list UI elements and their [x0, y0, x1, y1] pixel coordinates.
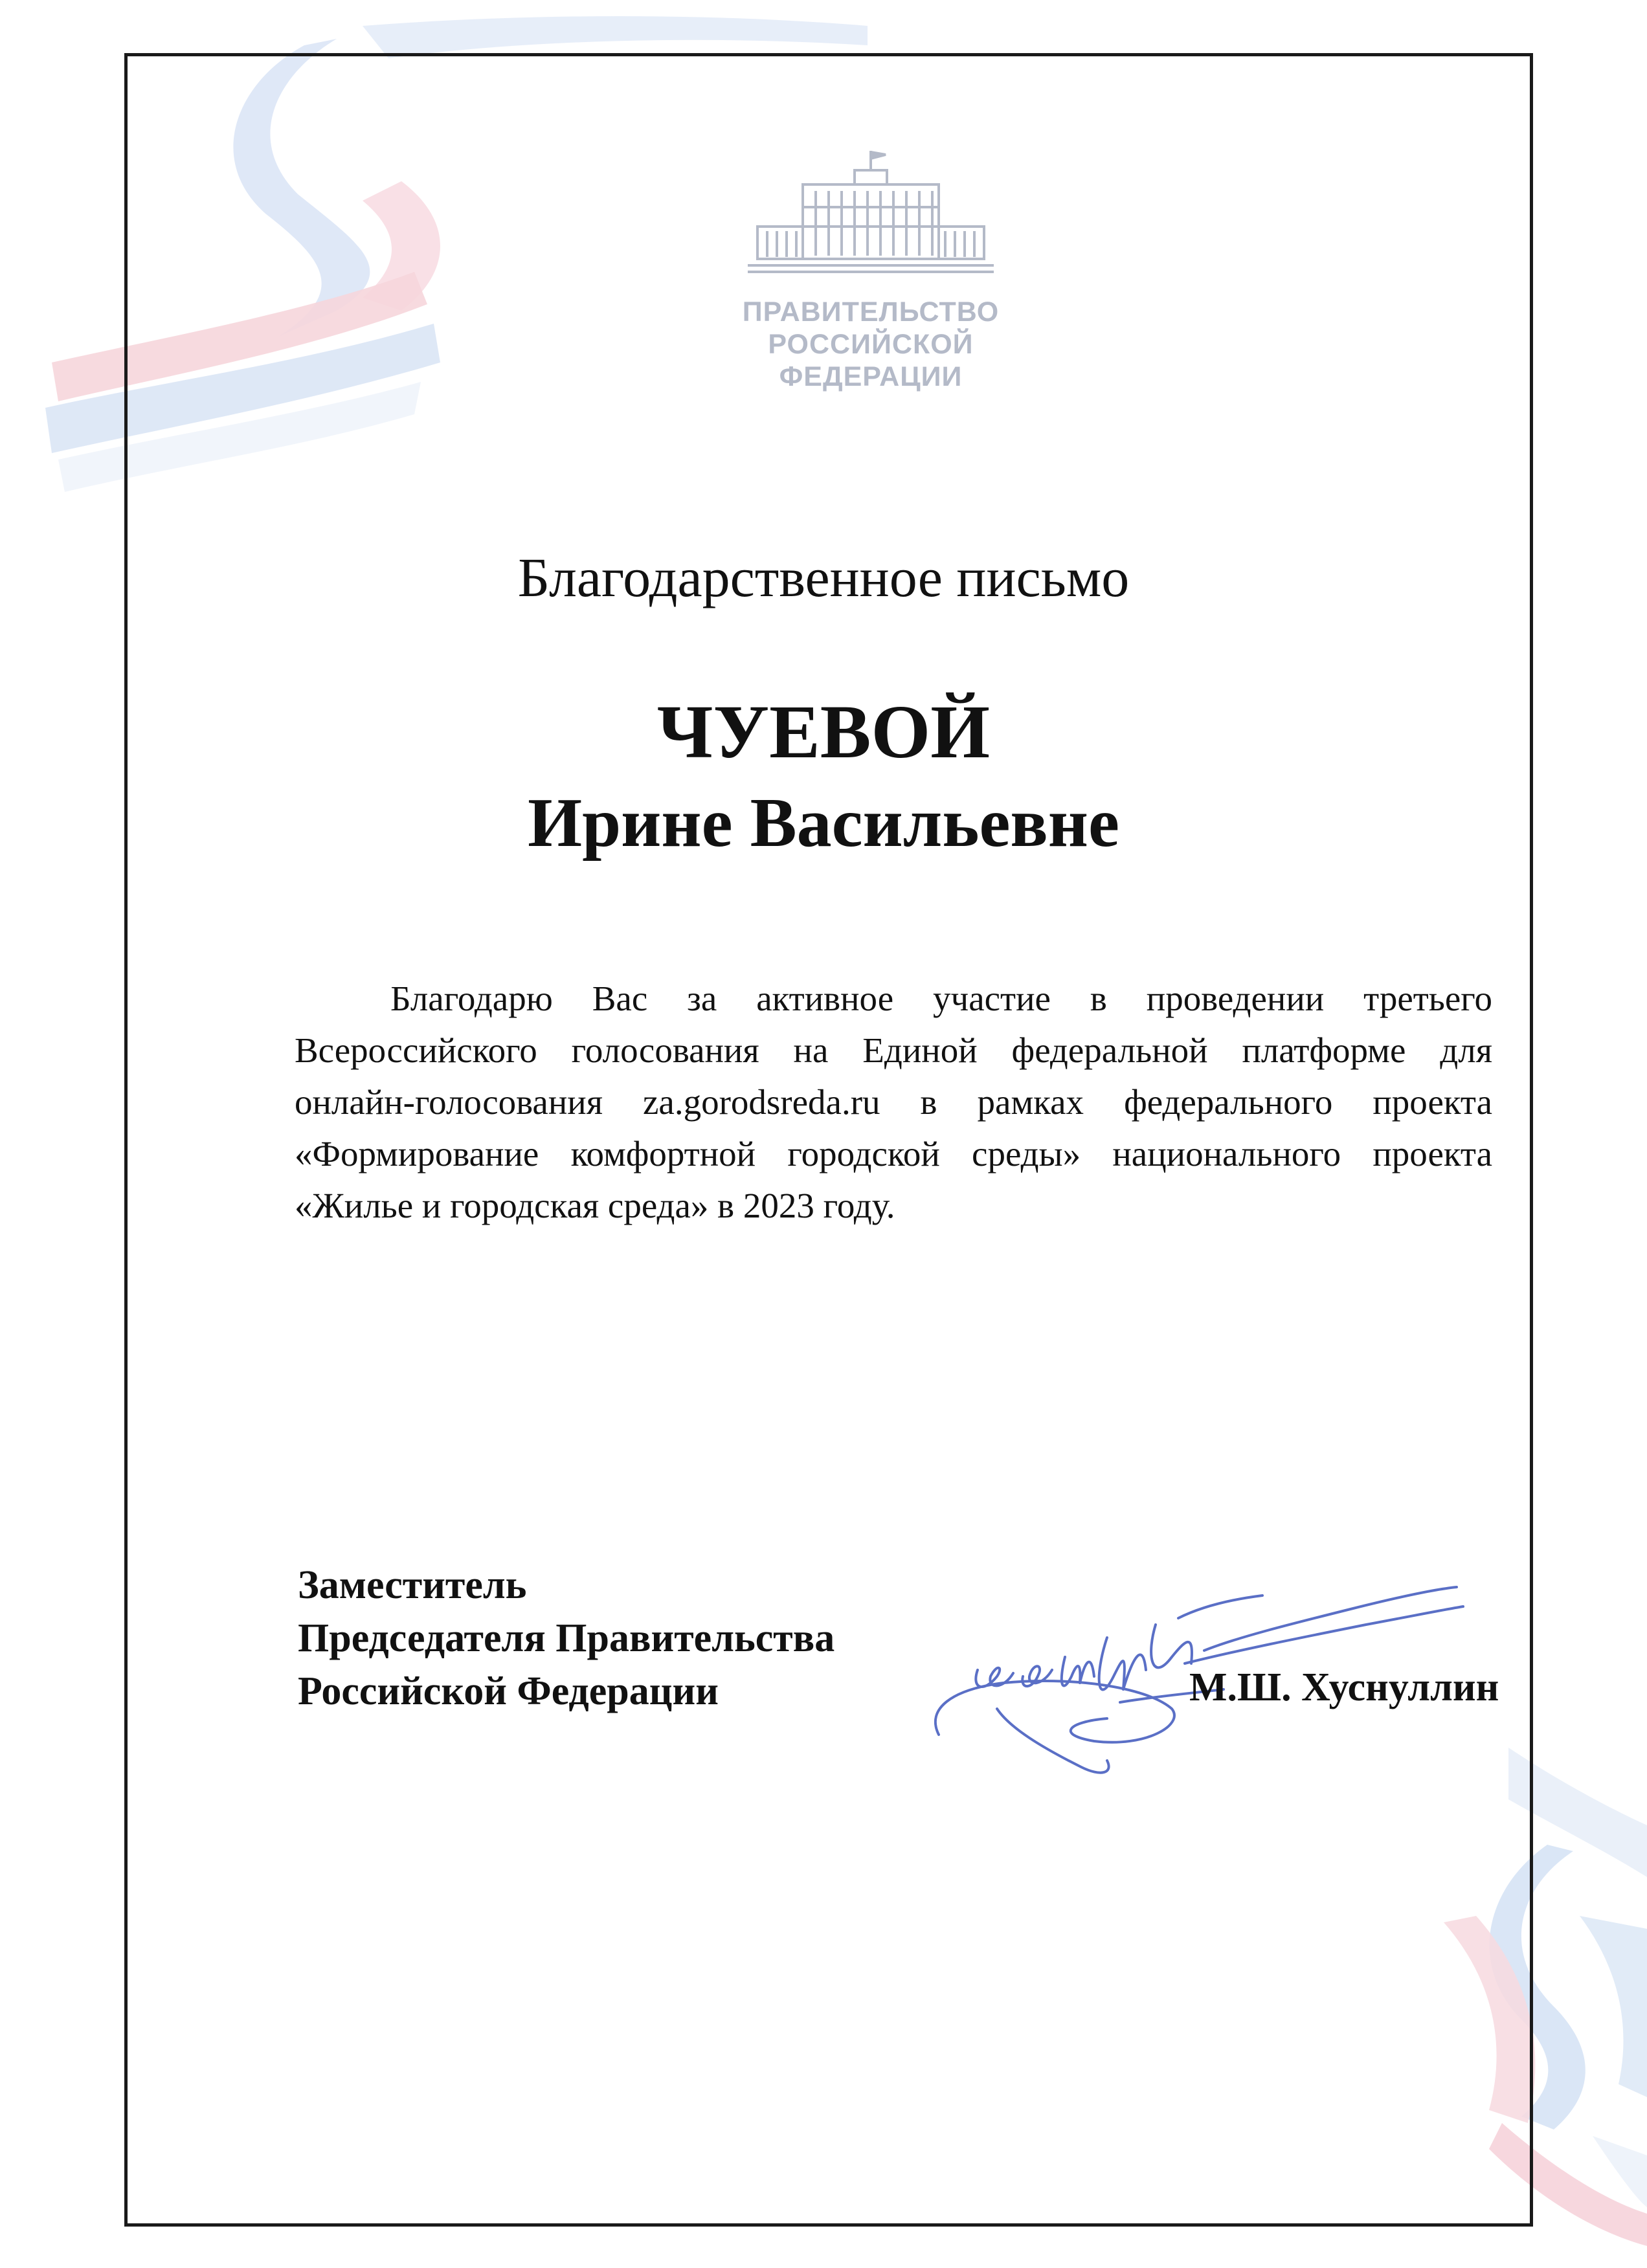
- body-line: «Жилье и городская среда» в 2023 году.: [295, 1186, 895, 1225]
- body-line: Всероссийского голосования на Единой федеральной платформе для: [295, 1030, 1492, 1070]
- signer-name: М.Ш. Хуснуллин: [1189, 1665, 1499, 1709]
- recipient-surname: ЧУЕВОЙ: [656, 689, 991, 774]
- government-building-icon: [745, 146, 997, 282]
- body-line: «Формирование комфортной городской среды» национального проекта: [295, 1134, 1492, 1173]
- emblem-line-2: РОССИЙСКОЙ: [768, 329, 974, 360]
- letter-title: Благодарственное письмо: [517, 546, 1130, 608]
- body-line: онлайн-голосования za.gorodsreda.ru в рамках федерального проекта: [295, 1082, 1492, 1122]
- position-line-1: Заместитель: [298, 1563, 527, 1607]
- position-line-2: Председателя Правительства: [298, 1616, 835, 1660]
- position-line-3: Российской Федерации: [298, 1669, 719, 1713]
- recipient-name: Ирине Васильевне: [528, 784, 1119, 862]
- emblem-line-3: ФЕДЕРАЦИИ: [779, 361, 963, 392]
- government-emblem: [712, 146, 1029, 417]
- body-line: Благодарю Вас за активное участие в проведении третьего: [390, 979, 1492, 1018]
- emblem-line-1: ПРАВИТЕЛЬСТВО: [742, 296, 1000, 328]
- letter-body: [295, 973, 1492, 1232]
- signer-position: [298, 1559, 835, 1718]
